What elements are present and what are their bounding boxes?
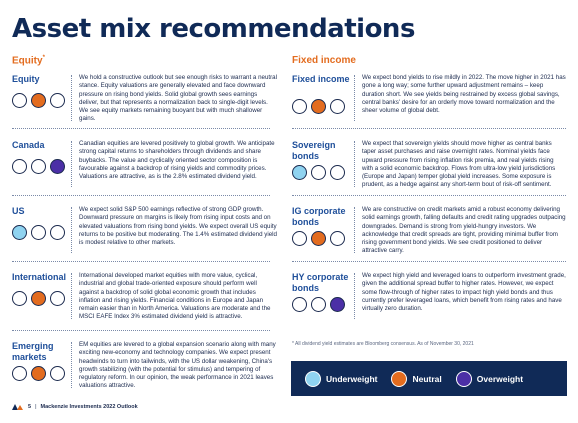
row-description: EM equities are levered to a global expansion scenario along with many exciting new-economy and technology companies. We expect present headwinds to turn into tailwinds, with the US dollar weakening, China's growth stabilizing (with the potential for stimulus) and tempering of regulatory reform. In our opinion, the weak performance in 2021 leaves valuations attractive.	[79, 341, 276, 390]
legend-item-underweight	[305, 371, 377, 387]
overweight-dot-icon	[330, 231, 345, 246]
row-description: Canadian equities are levered positively to global growth. We anticipate strong capital returns to shareholders through dividends and share buybacks. The value and cyclically oriented sector composition is favourable against a backdrop of rising yields and commodity prices. Valuations are attractive, as is the 2.8% estimated dividend yield.	[79, 140, 275, 181]
row-label: Sovereign bonds	[292, 140, 336, 161]
legend-item-neutral	[391, 371, 441, 387]
rating-dots	[292, 231, 345, 246]
row-label: Fixed income	[292, 74, 350, 84]
row-separator	[292, 128, 566, 129]
row-divider	[71, 141, 72, 187]
mackenzie-logo-icon	[12, 404, 24, 410]
rating-dots	[12, 159, 65, 174]
row-separator	[292, 195, 566, 196]
rating-dots	[12, 93, 65, 108]
row-label: Equity	[12, 74, 40, 84]
equity-header-label: Equity	[12, 55, 43, 67]
publication-name: Mackenzie Investments 2022 Outlook	[40, 404, 138, 410]
row-label: IG corporate bonds	[292, 206, 346, 227]
row-description: We expect solid S&P 500 earnings reflective of strong GDP growth. Downward pressure on margins is likely from rising input costs and on elevated valuations from rising bond yields. We expect overall US equity returns to be positive but moderating. The 1.4% estimated dividend yield is modest relative to other markets.	[79, 206, 277, 247]
underweight-dot-icon	[12, 291, 27, 306]
overweight-dot-icon	[330, 165, 345, 180]
row-label: Emerging markets	[12, 341, 54, 362]
row-description: International developed market equities with more value, cyclical, industrial and global trade-oriented exposure should perform well against a backdrop of solid global economic growth that includes inflation and rising yields. Financial conditions in Europe and Japan remain easier than in North America. Valuations are moderate and the MSCI EAFE Index 3% estimated dividend yield is attractive.	[79, 272, 271, 321]
row-divider	[354, 75, 355, 121]
row-divider	[71, 273, 72, 319]
neutral-dot-icon	[311, 165, 326, 180]
row-description: We expect that sovereign yields should move higher as central banks taper asset purchases and raise overnight rates. Nominal yields face upward pressure from rising inflation risk premia, and real yields rising with a solid economic backdrop. Flows from ultra-low yield jurisdictions (Europe and Japan) temper global yield increases. Some exposure is prudent, as a hedge against any short-term bout of risk-off sentiment.	[362, 140, 556, 189]
fixed-income-column-header: Fixed income	[292, 55, 356, 66]
row-divider	[354, 273, 355, 319]
row-description: We expect bond yields to rise mildly in 2022. The move higher in 2021 has gone a long way; some further upward adjustment remains – keep duration short. We see yields being restrained by excess global savings, central banks' desire for an orderly move toward normalization and the sheer volume of global debt.	[362, 74, 566, 115]
row-description: We hold a constructive outlook but see enough risks to warrant a neutral stance. Equity valuations are generally elevated and face downward pressure on rising bond yields. Solid global growth sees earnings deliver, but that represents a normalization back to single-digit levels. We see equity markets remaining buoyant but with much shallower gains.	[79, 74, 277, 123]
overweight-dot-icon	[50, 366, 65, 381]
row-divider	[354, 207, 355, 253]
legend-label: Overweight	[476, 373, 524, 384]
row-label: HY corporate bonds	[292, 272, 349, 293]
footnote: * All dividend yield estimates are Bloomberg consensus. As of November 30, 2021	[292, 341, 474, 347]
overweight-dot-icon	[456, 371, 472, 387]
page-footer	[12, 404, 138, 410]
legend-label: Underweight	[326, 373, 378, 384]
row-label: Canada	[12, 140, 45, 150]
row-description: We expect high yield and leveraged loans to outperform investment grade, given the additional spread buffer to higher rates. However, we expect some flow-through of higher rates to impact high yield bonds and thus currently prefer leveraged loans, which benefit from rising rates and have virtually zero duration.	[362, 272, 566, 313]
underweight-dot-icon	[292, 165, 307, 180]
neutral-dot-icon	[31, 225, 46, 240]
underweight-dot-icon	[292, 99, 307, 114]
row-separator	[292, 261, 566, 262]
row-description: We are constructive on credit markets amid a robust economy delivering solid earnings growth, falling defaults and credit rating upgrades outpacing downgrades. Demand is strong from yield-hungry investors. We acknowledge that credit spreads are tight, providing minimal buffer from rising government bond yields. We see credit positioned to deliver attractive carry.	[362, 206, 566, 255]
neutral-dot-icon	[31, 291, 46, 306]
neutral-dot-icon	[311, 231, 326, 246]
page-title: Asset mix recommendations	[12, 14, 415, 44]
neutral-dot-icon	[311, 297, 326, 312]
row-label: US	[12, 206, 25, 216]
row-divider	[71, 342, 72, 388]
rating-dots	[292, 99, 345, 114]
row-separator	[12, 330, 270, 331]
overweight-dot-icon	[50, 159, 65, 174]
rating-dots	[292, 165, 345, 180]
row-divider	[71, 207, 72, 253]
underweight-dot-icon	[12, 93, 27, 108]
overweight-dot-icon	[330, 297, 345, 312]
footer-separator: |	[35, 404, 37, 410]
overweight-dot-icon	[50, 225, 65, 240]
neutral-dot-icon	[31, 159, 46, 174]
legend-item-overweight	[456, 371, 523, 387]
neutral-dot-icon	[31, 93, 46, 108]
row-divider	[354, 141, 355, 187]
overweight-dot-icon	[50, 93, 65, 108]
rating-dots	[292, 297, 345, 312]
row-label: International	[12, 272, 67, 282]
underweight-dot-icon	[305, 371, 321, 387]
underweight-dot-icon	[12, 225, 27, 240]
row-separator	[12, 261, 270, 262]
neutral-dot-icon	[391, 371, 407, 387]
row-separator	[12, 195, 270, 196]
overweight-dot-icon	[330, 99, 345, 114]
underweight-dot-icon	[12, 366, 27, 381]
overweight-dot-icon	[50, 291, 65, 306]
rating-dots	[12, 225, 65, 240]
equity-header-footnote-mark: *	[42, 55, 45, 61]
underweight-dot-icon	[12, 159, 27, 174]
rating-legend	[291, 361, 567, 396]
underweight-dot-icon	[292, 231, 307, 246]
neutral-dot-icon	[31, 366, 46, 381]
underweight-dot-icon	[292, 297, 307, 312]
equity-column-header	[12, 55, 45, 66]
legend-label: Neutral	[412, 373, 442, 384]
row-separator	[12, 128, 270, 129]
rating-dots	[12, 291, 65, 306]
row-divider	[71, 75, 72, 121]
page-number: 5	[28, 404, 32, 410]
rating-dots	[12, 366, 65, 381]
neutral-dot-icon	[311, 99, 326, 114]
